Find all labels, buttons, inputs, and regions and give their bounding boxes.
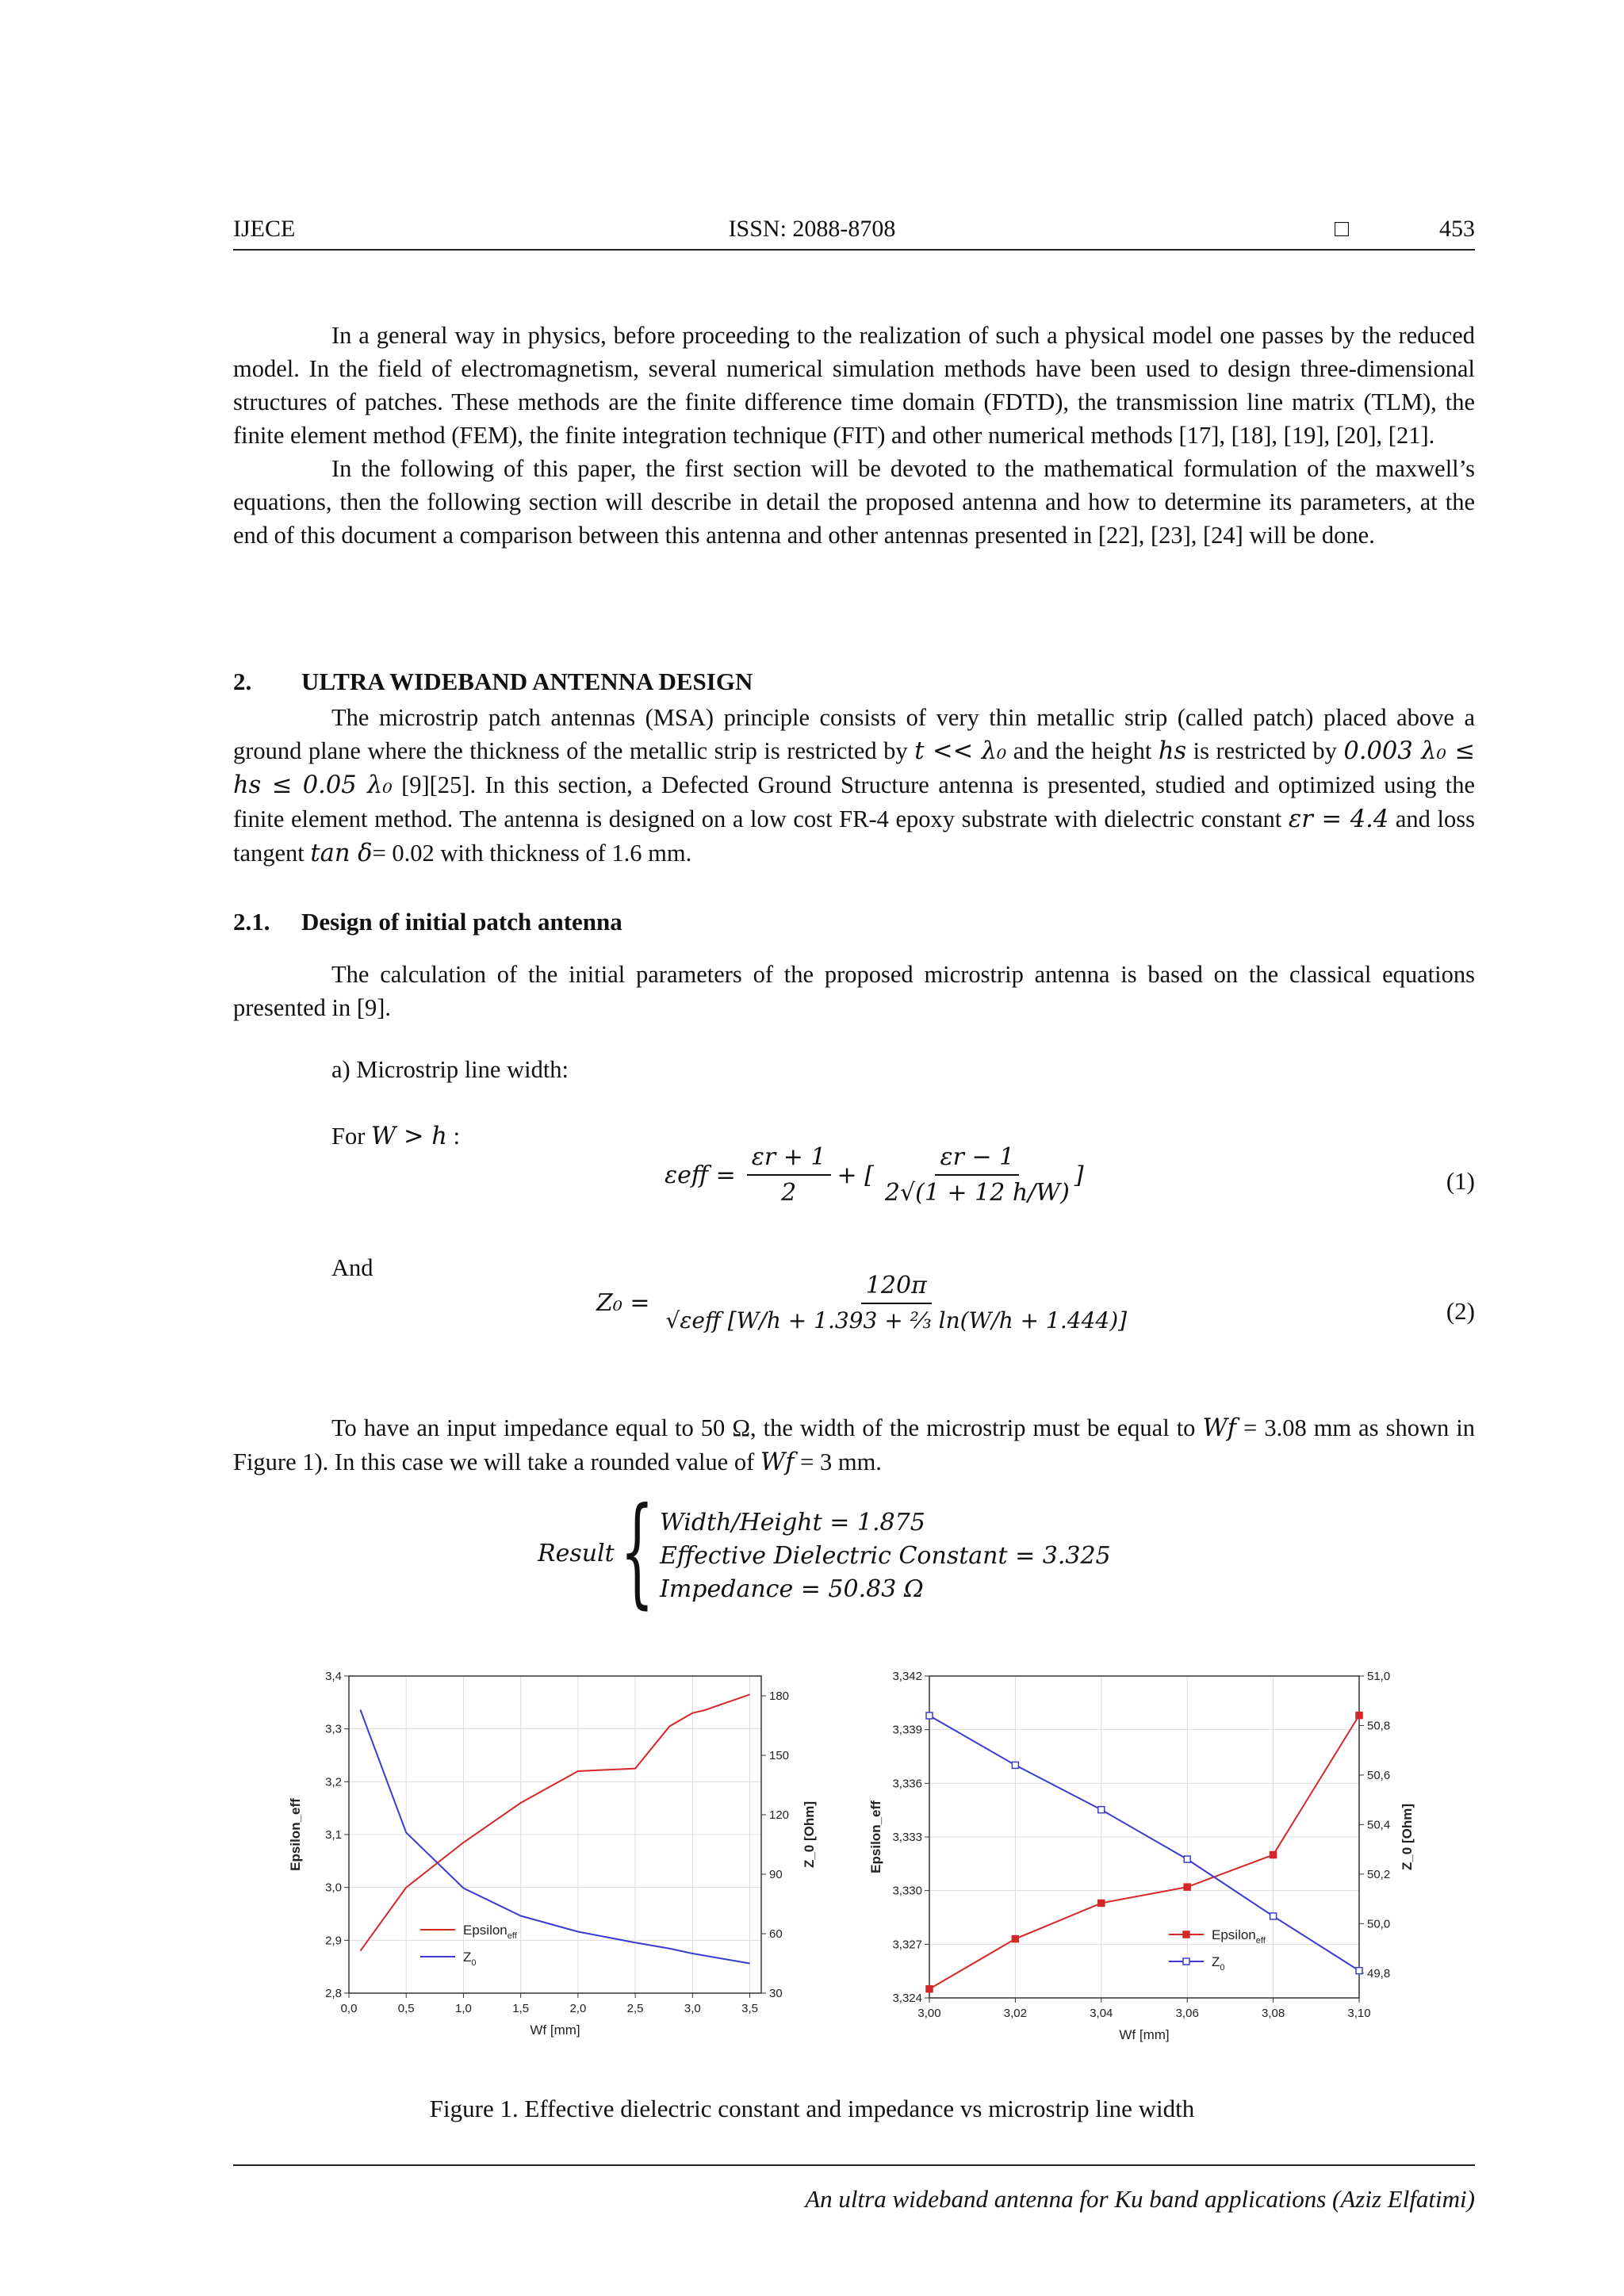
y-tick-label: 3,336 [892, 1777, 922, 1791]
data-point [1356, 1968, 1362, 1974]
intro-text [233, 319, 1475, 552]
section-2-1-heading [233, 908, 622, 936]
intro-paragraph-2: In the following of this paper, the first section will be devoted to the mathematical formulation of the maxwell’s equations, then the following section will describe in detail the proposed antenna and how to determine its parameters, at the end of this document a comparison between this antenna and other antennas presented in [22], [23], [24] will be done. [233, 455, 1475, 549]
x-tick-label: 3,04 [1090, 2007, 1113, 2020]
y2-tick-label: 49,8 [1367, 1966, 1391, 1980]
item-a-label: a) Microstrip line width: [331, 1056, 569, 1083]
y2-tick-label: 120 [769, 1808, 790, 1822]
result-brace: { [620, 1483, 654, 1621]
chart-epsilon-impedance-narrow [864, 1665, 1419, 2061]
intro-paragraph-1: In a general way in physics, before proceeding to the realization of such a physical model one passes by the reduced model. In the field of electromagnetism, several numerical simulation methods have been used to design three-dimensional structures of patches. These methods are the finite difference time domain (FDTD), the transmission line matrix (TLM), the finite element method (FEM), the finite integration technique (FIT) and other numerical methods [17], [18], [19], [20], [21]. [233, 322, 1475, 449]
equation-1: εeff = $\frac{\varepsilon r + 1}{2}$ + [ $\frac{\varepsilon r - 1}{2√(1 + 12 h/W)}$ ] [665, 1143, 1084, 1207]
data-point [1270, 1913, 1277, 1919]
series-line [360, 1694, 749, 1950]
header-rule [233, 249, 1475, 251]
legend-label: Epsilon$_{eff}$ [463, 1923, 517, 1941]
y-tick-label: 3,330 [892, 1884, 922, 1898]
legend-marker [1183, 1958, 1189, 1965]
x-tick-label: 2,0 [569, 2002, 587, 2015]
y2-tick-label: 51,0 [1367, 1670, 1391, 1683]
y2-tick-label: 50,6 [1367, 1768, 1391, 1782]
data-point [1184, 1884, 1190, 1890]
result-label: Result [538, 1540, 615, 1567]
figure-caption: Figure 1. Effective dielectric constant and impedance vs microstrip line width [429, 2095, 1195, 2122]
result-values [660, 1506, 1111, 1606]
y2-axis-label: Z_0 [Ohm] [802, 1800, 817, 1869]
y-tick-label: 3,327 [892, 1938, 922, 1952]
legend-label: $Z_0$ [463, 1950, 477, 1968]
subsection-title: Design of initial patch antenna [301, 908, 622, 936]
y-tick-label: 3,342 [892, 1670, 922, 1683]
section-2-paragraph: The microstrip patch antennas (MSA) principle consists of very thin metallic strip (called patch) placed above a ground plane where the thickness of the metallic strip is restricted by t << λ₀ and the height hs is restricted by 0.003 λ₀ ≤ hs ≤ 0.05 λ₀ [9][25]. In this section, a Defected Ground Structure antenna is presented, studied and optimized using the finite element method. The antenna is designed on a low cost FR-4 epoxy substrate with dielectric constant εr = 4.4 and loss tangent tan δ= 0.02 with thickness of 1.6 mm. [233, 704, 1476, 867]
y2-tick-label: 50,4 [1367, 1818, 1391, 1832]
chart-epsilon-impedance-wide [285, 1665, 825, 2061]
page-number: 453 [1439, 216, 1475, 242]
x-tick-label: 3,00 [917, 2007, 941, 2020]
y-tick-label: 3,3 [325, 1722, 342, 1736]
section-number: 2. [233, 668, 252, 695]
x-axis-label: Wf [mm] [1119, 2027, 1170, 2042]
y-tick-label: 3,2 [325, 1775, 342, 1789]
header-box-icon: □ [1335, 216, 1350, 242]
y-tick-label: 3,339 [892, 1723, 922, 1737]
y2-tick-label: 50,8 [1367, 1719, 1391, 1733]
y-tick-label: 3,0 [325, 1881, 342, 1895]
x-tick-label: 0,5 [397, 2002, 415, 2015]
y-tick-label: 3,333 [892, 1831, 922, 1844]
issn: ISSN: 2088-8708 [728, 216, 896, 242]
data-point [926, 1986, 933, 1992]
data-point [1012, 1762, 1018, 1768]
y2-tick-label: 30 [769, 1987, 783, 2000]
y2-tick-label: 50,0 [1367, 1917, 1391, 1931]
x-tick-label: 3,02 [1003, 2007, 1028, 2020]
y-tick-label: 3,1 [325, 1828, 342, 1842]
y2-axis-label: Z_0 [Ohm] [1400, 1803, 1415, 1871]
y-axis-label: Epsilon_eff [868, 1800, 883, 1873]
y2-tick-label: 60 [769, 1927, 783, 1941]
result-impedance: Impedance = 50.83 Ω [660, 1575, 924, 1603]
impedance-paragraph: To have an input impedance equal to 50 Ω, the width of the microstrip must be equal to Wf = 3.08 mm as shown in Figure 1). In this case we will take a rounded value of Wf = 3 mm. [233, 1414, 1475, 1476]
equation-2: Z₀ = $\frac{120\pi}{\text{√εeff [W/h + 1.393 + ⅔ ln(W/h + 1.444)]}}$ [596, 1272, 1128, 1334]
data-point [1184, 1856, 1190, 1862]
x-tick-label: 3,10 [1347, 2007, 1371, 2020]
result-dielectric-constant: Effective Dielectric Constant = 3.325 [660, 1542, 1111, 1570]
legend-label: Epsilon$_{eff}$ [1212, 1927, 1266, 1946]
section-2-1-text [233, 958, 1475, 1024]
x-tick-label: 3,5 [741, 2002, 758, 2015]
y-tick-label: 2,9 [325, 1934, 342, 1948]
data-point [926, 1712, 933, 1719]
x-tick-label: 2,5 [626, 2002, 644, 2015]
subsection-number: 2.1. [233, 908, 270, 936]
section-2-text [233, 701, 1475, 871]
data-point [1098, 1900, 1105, 1906]
equation-1-number: (1) [1446, 1167, 1475, 1195]
impedance-text [233, 1411, 1475, 1479]
x-axis-label: Wf [mm] [530, 2022, 580, 2038]
series-line [929, 1716, 1359, 1989]
legend-label: $Z_0$ [1212, 1954, 1225, 1973]
and-label: And [331, 1254, 373, 1281]
y-tick-label: 2,8 [325, 1987, 342, 2000]
x-tick-label: 3,06 [1175, 2007, 1199, 2020]
x-tick-label: 1,0 [455, 2002, 472, 2015]
section-2-heading [233, 668, 753, 696]
data-point [1270, 1852, 1277, 1858]
y2-tick-label: 180 [769, 1689, 790, 1703]
series-line [929, 1716, 1359, 1971]
section-title: ULTRA WIDEBAND ANTENNA DESIGN [301, 668, 753, 695]
y-tick-label: 3,4 [325, 1670, 342, 1683]
y2-tick-label: 50,2 [1367, 1867, 1391, 1881]
journal-name: IJECE [233, 216, 296, 242]
x-tick-label: 3,0 [684, 2002, 701, 2015]
y-tick-label: 3,324 [892, 1992, 922, 2005]
y2-tick-label: 90 [769, 1868, 783, 1881]
footer-rule [233, 2164, 1475, 2166]
y2-tick-label: 150 [769, 1749, 790, 1762]
data-point [1098, 1807, 1105, 1813]
data-point [1356, 1712, 1362, 1719]
footer-citation: An ultra wideband antenna for Ku band applications (Aziz Elfatimi) [805, 2185, 1475, 2213]
x-tick-label: 3,08 [1261, 2007, 1285, 2020]
for-condition: For W > h : [331, 1123, 461, 1150]
x-tick-label: 0,0 [340, 2002, 358, 2015]
equation-2-number: (2) [1446, 1297, 1475, 1325]
data-point [1012, 1936, 1018, 1942]
series-line [360, 1710, 749, 1964]
legend-marker [1183, 1931, 1189, 1938]
x-tick-label: 1,5 [512, 2002, 530, 2015]
result-width-height: Width/Height = 1.875 [660, 1509, 925, 1536]
section-2-1-paragraph: The calculation of the initial parameters of the proposed microstrip antenna is based on the classical equations presented in [9]. [233, 961, 1475, 1021]
y-axis-label: Epsilon_eff [288, 1798, 303, 1871]
